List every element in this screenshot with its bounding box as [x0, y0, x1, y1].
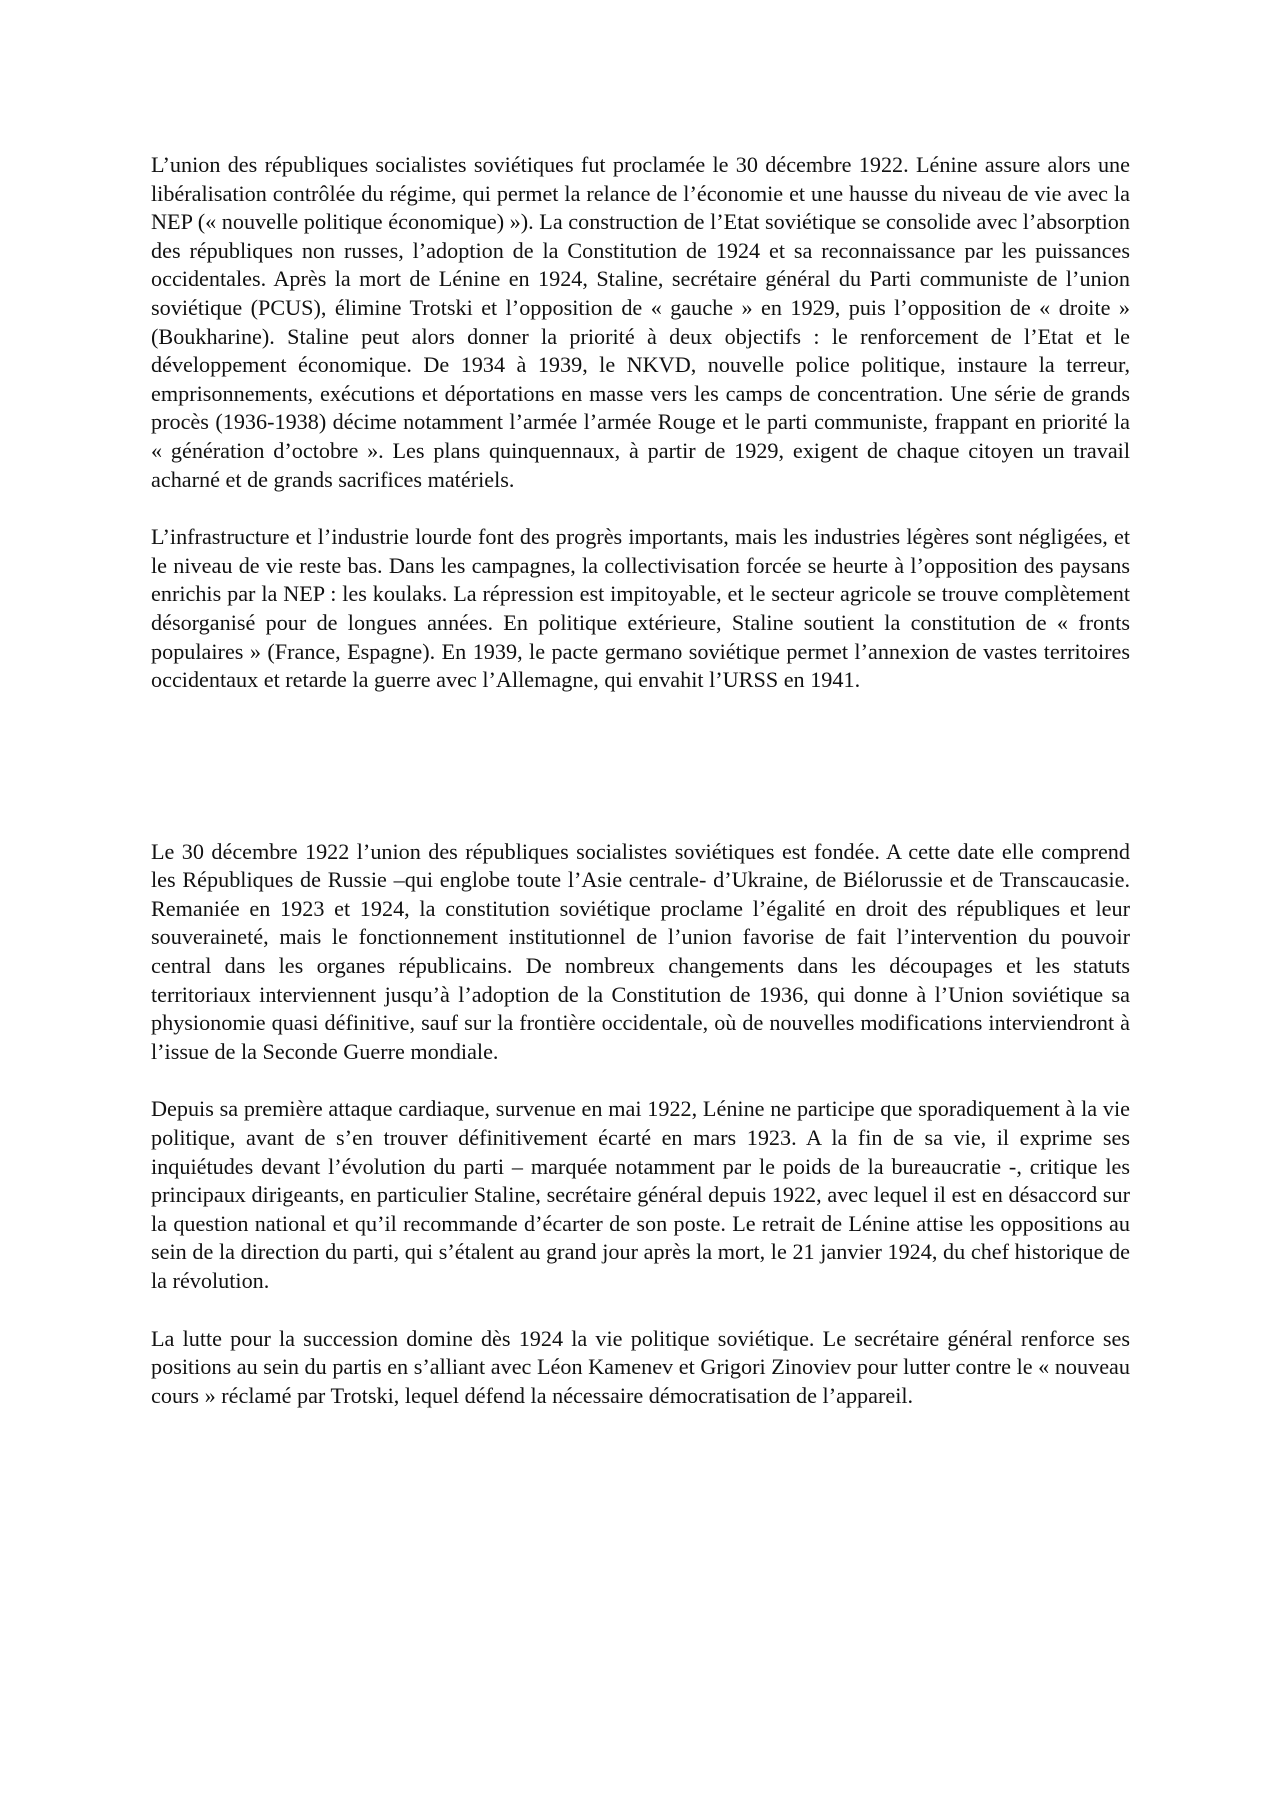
document-page [151, 151, 1130, 1439]
paragraph-ussr-proclamation: L’union des républiques socialistes soviétiques fut proclamée le 30 décembre 1922. Lénine assure alors une libéralisation contrôlée du régime, qui permet la relance de l’économie et une hausse du niveau de vie avec la NEP (« nouvelle politique économique) »). La construction de l’Etat soviétique se consolide avec l’absorption des républiques non russes, l’adoption de la Constitution de 1924 et sa reconnaissance par les puissances occidentales. Après la mort de Lénine en 1924, Staline, secrétaire général du Parti communiste de l’union soviétique (PCUS), élimine Trotski et l’opposition de « gauche » en 1929, puis l’opposition de « droite » (Boukharine). Staline peut alors donner la priorité à deux objectifs : le renforcement de l’Etat et le développement économique. De 1934 à 1939, le NKVD, nouvelle police politique, instaure la terreur, emprisonnements, exécutions et déportations en masse vers les camps de concentration. Une série de grands procès (1936-1938) décime notamment l’armée l’armée Rouge et le parti communiste, frappant en priorité la « génération d’octobre ». Les plans quinquennaux, à partir de 1929, exigent de chaque citoyen un travail acharné et de grands sacrifices matériels. [151, 152, 1130, 492]
paragraph-industry-collectivisation: L’infrastructure et l’industrie lourde font des progrès importants, mais les industries légères sont négligées, et le niveau de vie reste bas. Dans les campagnes, la collectivisation forcée se heurte à l’opposition des paysans enrichis par la NEP : les koulaks. La répression est impitoyable, et le secteur agricole se trouve complètement désorganisé pour de longues années. En politique extérieure, Staline soutient la constitution de « fronts populaires » (France, Espagne). En 1939, le pacte germano soviétique permet l’annexion de vastes territoires occidentaux et retarde la guerre avec l’Allemagne, qui envahit l’URSS en 1941. [151, 524, 1130, 693]
paragraph-lenin-illness: Depuis sa première attaque cardiaque, survenue en mai 1922, Lénine ne participe que sporadiquement à la vie politique, avant de s’en trouver définitivement écarté en mars 1923. A la fin de sa vie, il exprime ses inquiétudes devant l’évolution du parti – marquée notamment par le poids de la bureaucratie -, critique les principaux dirigeants, en particulier Staline, secrétaire général depuis 1922, avec lequel il est en désaccord sur la question national et qu’il recommande d’écarter de son poste. Le retrait de Lénine attise les oppositions au sein de la direction du parti, qui s’étalent au grand jour après la mort, le 21 janvier 1924, du chef historique de la révolution. [151, 1096, 1130, 1293]
paragraph-union-founding: Le 30 décembre 1922 l’union des républiques socialistes soviétiques est fondée. A cette date elle comprend les Républiques de Russie –qui englobe toute l’Asie centrale- d’Ukraine, de Biélorussie et de Transcaucasie. Remaniée en 1923 et 1924, la constitution soviétique proclame l’égalité en droit des républiques et leur souveraineté, mais le fonctionnement institutionnel de l’union favorise de fait l’intervention du pouvoir central dans les organes républicains. De nombreux changements dans les découpages et les statuts territoriaux interviennent jusqu’à l’adoption de la Constitution de 1936, qui donne à l’Union soviétique sa physionomie quasi définitive, sauf sur la frontière occidentale, où de nouvelles modifications interviendront à l’issue de la Seconde Guerre mondiale. [151, 838, 1130, 1064]
paragraph-succession-struggle: La lutte pour la succession domine dès 1924 la vie politique soviétique. Le secrétaire général renforce ses positions au sein du partis en s’alliant avec Léon Kamenev et Grigori Zinoviev pour lutter contre le « nouveau cours » réclamé par Trotski, lequel défend la nécessaire démocratisation de l’appareil. [151, 1325, 1130, 1408]
